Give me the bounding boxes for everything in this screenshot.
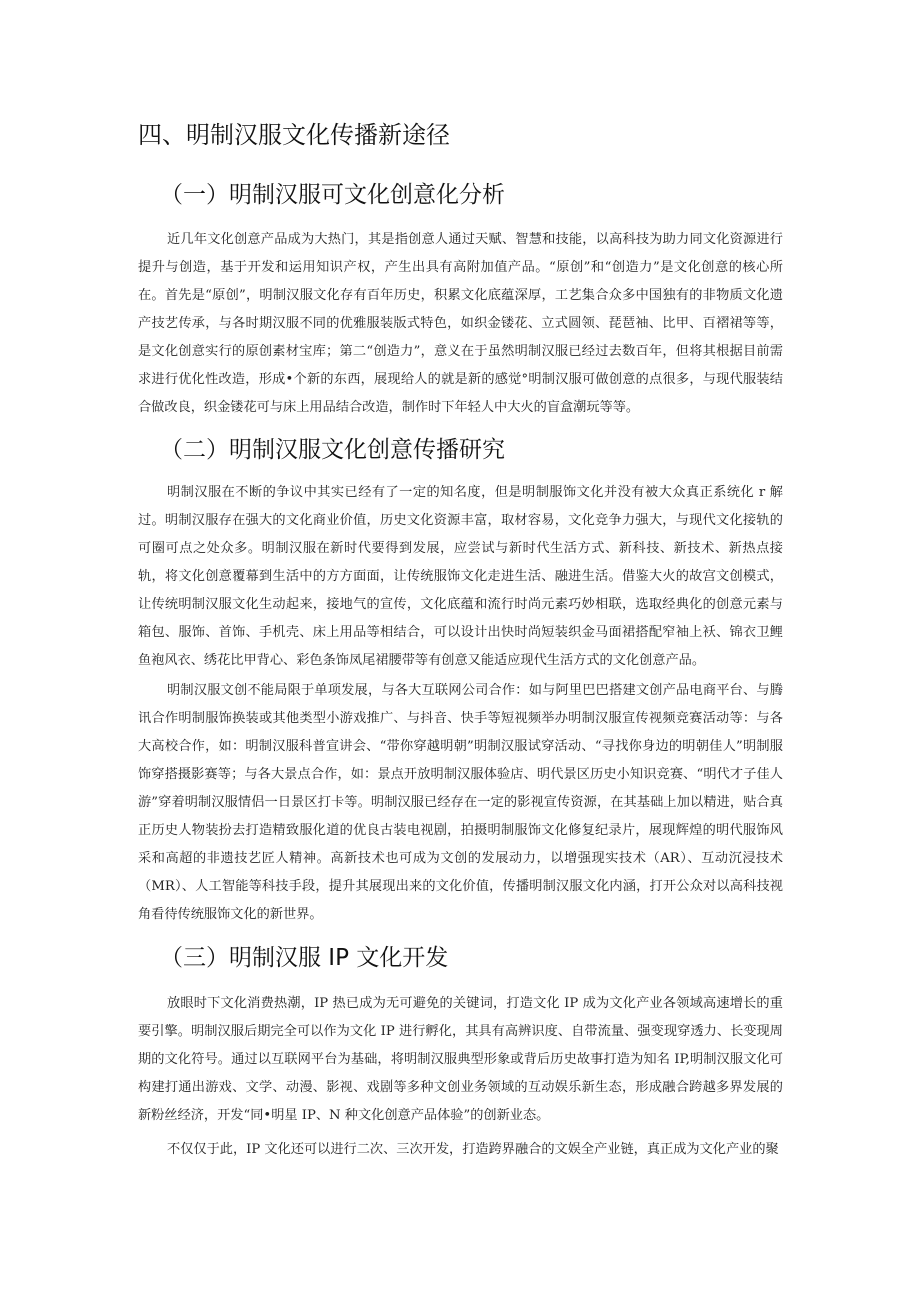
- subsection-heading-3: （三）明制汉服 IP 文化开发: [160, 945, 449, 971]
- subsection-heading-2: （二）明制汉服文化创意传播研究: [160, 437, 505, 463]
- paragraph-4: 放眼时下文化消费热潮，IP 热已成为无可避免的关键词，打造文化 IP 成为文化产业各领域高速增长的重要引擎。明制汉服后期完全可以作为文化 IP 进行孵化，其具有高辨识度、自带流量、强变现穿透力、长变现周期的文化符号。通过以互联网平台为基础，将明制汉服典型形象或背后历史故事打造为知名 IP,明制汉服文化可构建打通出游戏、文学、动漫、影视、戏剧等多种文创业务领域的互动娱乐新生态，形成融合跨越多界发展的新粉丝经济，开发“同•明星 IP、N 种文化创意产品体验”的创新业态。: [138, 996, 783, 1123]
- paragraph-2: 明制汉服在不断的争议中其实已经有了一定的知名度，但是明制服饰文化并没有被大众真正系统化 r 解过。明制汉服存在强大的文化商业价值，历史文化资源丰富，取材容易，文化竞争力强大，与现代文化接轨的可圈可点之处众多。明制汉服在新时代要得到发展，应尝试与新时代生活方式、新科技、新技术、新热点接轨，将文化创意覆幕到生活中的方方面面，让传统服饰文化走进生活、融进生活。借鉴大火的故宫文创模式，让传统明制汉服文化生动起来，接地气的宣传，文化底蕴和流行时尚元素巧妙相联，选取经典化的创意元素与箱包、服饰、首饰、手机壳、床上用品等相结合，可以设计出快时尚短装织金马面裙搭配窄袖上袄、锦衣卫鲤鱼袍风衣、绣花比甲背心、彩色条饰凤尾裙腰带等有创意又能适应现代生活方式的文化创意产品。: [138, 485, 783, 668]
- paragraph-1: 近几年文化创意产品成为大热门，其是指创意人通过天赋、智慧和技能，以高科技为助力同文化资源进行提升与创造，基于开发和运用知识产权，产生出具有高附加值产品。“原创”和“创造力”是文化创意的核心所在。首先是“原创”，明制汉服文化存有百年历史，积累文化底蕴深厚，工艺集合众多中国独有的非物质文化遗产技艺传承，与各时期汉服不同的优雅服装版式特色，如织金镂花、立式圆领、琵琶袖、比甲、百褶裙等等，是文化创意实行的原创素材宝库；第二“创造力”，意义在于虽然明制汉服已经过去数百年，但将其根据目前需求进行优化性改造，形成•个新的东西，展现给人的就是新的感觉°明制汉服可做创意的点很多，与现代服装结合做改良，织金镂花可与床上用品结合改造，制作时下年轻人中大火的盲盒潮玩等等。: [138, 232, 783, 415]
- subsection-heading-1: （一）明制汉服可文化创意化分析: [160, 182, 505, 208]
- paragraph-3: 明制汉服文创不能局限于单项发展，与各大互联网公司合作：如与阿里巴巴搭建文创产品电商平台、与腾讯合作明制服饰换装或其他类型小游戏推广、与抖音、快手等短视频举办明制汉服宣传视频竞赛活动等：与各大高校合作，如：明制汉服科普宣讲会、“带你穿越明朝”明制汉服试穿活动、“寻找你身边的明朝佳人”明制服饰穿搭摄影赛等；与各大景点合作，如：景点开放明制汉服体验店、明代景区历史小知识竞赛、“明代才子佳人游”穿着明制汉服情侣一日景区打卡等。明制汉服已经存在一定的影视宣传资源，在其基础上加以精进，贴合真正历史人物装扮去打造精致服化道的优良古装电视剧，拍摄明制服饰文化修复纪录片，展现辉煌的明代服饰风采和高超的非遗技艺匠人精神。高新技术也可成为文创的发展动力，以增强现实技术（AR）、互动沉浸技术（MR）、人工智能等科技手段，提升其展现出来的文化价值，传播明制汉服文化内涵，打开公众对以高科技视角看待传统服饰文化的新世界。: [138, 683, 783, 922]
- paragraph-5: 不仅仅于此，IP 文化还可以进行二次、三次开发，打造跨界融合的文娱全产业链，真正成为文化产业的聚: [167, 1142, 779, 1157]
- section-heading: 四、明制汉服文化传播新途径: [138, 121, 450, 149]
